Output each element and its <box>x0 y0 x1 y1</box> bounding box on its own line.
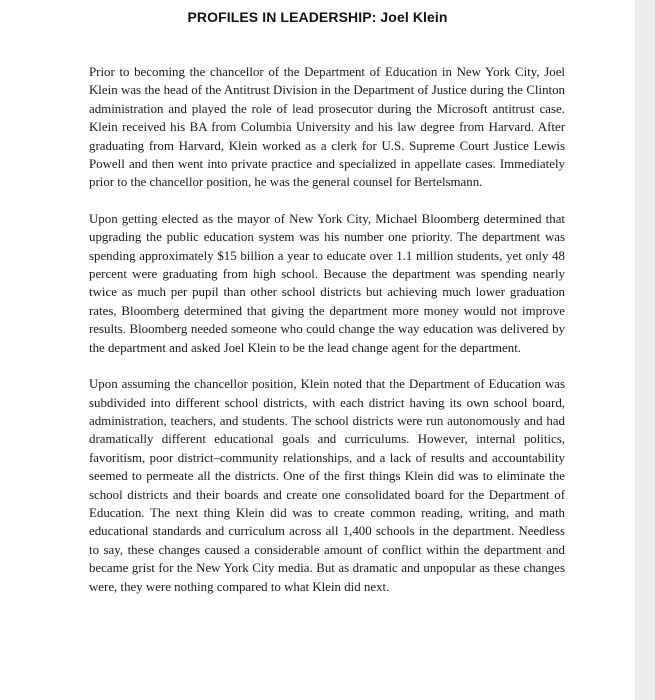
paragraph-3: Upon assuming the chancellor position, Klein noted that the Department of Education was subdivided into different school districts, with each district having its own school board, administration, teachers, and students. The school districts were run autonomously and had dramatically different educational goals and curriculums. However, internal politics, favoritism, poor district–community relationships, and a lack of results and accountability seemed to permeate all the districts. One of the first things Klein did was to eliminate the school districts and their boards and create one consolidated board for the Department of Education. The next thing Klein did was to create common reading, writing, and math educational standards and curriculum across all 1,400 schools in the department. Needless to say, these changes caused a considerable amount of conflict within the department and became grist for the New York City media. But as dramatic and unpopular as these changes were, they were nothing compared to what Klein did next. <box>89 377 565 594</box>
page-title: PROFILES IN LEADERSHIP: Joel Klein <box>187 9 448 25</box>
paragraph-2: Upon getting elected as the mayor of New York City, Michael Bloomberg determined that upgrading the public education system was his number one priority. The department was spending approximately $15 billion a year to educate over 1.1 million students, yet only 48 percent were graduating from high school. Because the department was spending nearly twice as much per pupil than other school districts but achieving much lower graduation rates, Bloomberg determined that giving the department more money would not improve results. Bloomberg needed someone who could change the way education was delivered by the department and asked Joel Klein to be the lead change agent for the department. <box>89 211 565 355</box>
viewer-gutter <box>635 0 655 700</box>
document-body <box>89 63 565 614</box>
paragraph-1: Prior to becoming the chancellor of the Department of Education in New York City, Joel Klein was the head of the Antitrust Division in the Department of Justice during the Clinton administration and played the role of lead prosecutor during the Microsoft antitrust case. Klein received his BA from Columbia University and his law degree from Harvard. After graduating from Harvard, Klein worked as a clerk for U.S. Supreme Court Justice Lewis Powell and then went into private practice and specialized in appellate cases. Immediately prior to the chancellor position, he was the general counsel for Bertelsmann. <box>89 65 565 190</box>
